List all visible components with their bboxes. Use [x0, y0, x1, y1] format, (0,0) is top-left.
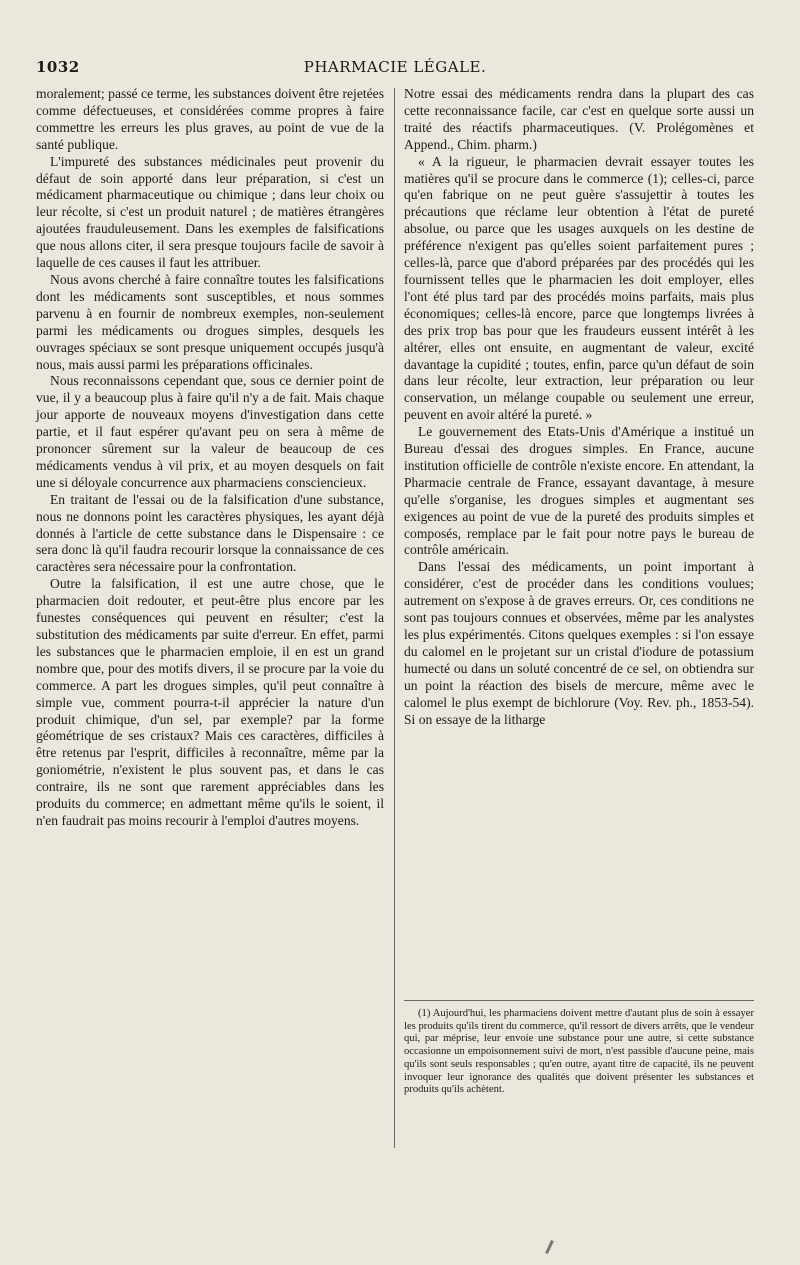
paragraph: Le gouvernement des Etats-Unis d'Amérique a institué un Bureau d'essai des drogues simples. En France, aucune institution officielle de contrôle n'existe encore. En attendant, la Pharmacie centrale de France, essayant davantage, à mesure qu'elle s'organise, les drogues simples et augmentant ses exigences au point de vue de la pureté des produits simples et composés, remplace par le fait pour notre pays le bureau de contrôle américain. [404, 424, 754, 558]
paragraph: Notre essai des médicaments rendra dans la plupart des cas cette reconnaissance facile, car c'est en quelque sorte aussi un traité des réactifs pharmaceutiques. (V. Prolégomènes et Append., Chim. pharm.) [404, 86, 754, 152]
running-title: PHARMACIE LÉGALE. [303, 58, 487, 76]
paragraph: Nous avons cherché à faire connaître toutes les falsifications dont les médicaments sont susceptibles, et nous sommes parvenu à en fournir de nombreux exemples, non-seulement parmi les médicaments ou drogues simples, desquels les ouvrages spéciaux se sont presque uniquement occupés jusqu'à nous, mais aussi parmi les préparations officinales. [36, 271, 384, 372]
page-number: 1032 [36, 58, 80, 76]
right-column [404, 86, 754, 728]
left-column [36, 86, 384, 830]
paragraph: En traitant de l'essai ou de la falsification d'une substance, nous ne donnons point les caractères physiques, les ayant déjà donnés à l'article de cette substance dans le Dispensaire : ce sera donc là qu'il faudra recourir lorsque la connaissance de ces caractères sera nécessaire pour la confrontation. [36, 491, 384, 575]
paragraph: Outre la falsification, il est une autre chose, que le pharmacien doit redouter, et peut-être plus encore par les funestes conséquences qui peuvent en résulter; c'est la substitution des médicaments par suite d'erreur. En effet, parmi les substances que le pharmacien emploie, il en est un grand nombre que, pour des motifs divers, il se procure par la voie du commerce. A part les drogues simples, qu'il peut connaître à simple vue, comment pourra-t-il apprécier la nature d'un produit chimique, d'un sel, par exemple? par la forme géométrique de ses cristaux? Mais ces caractères, difficiles à être retenus par l'esprit, difficiles à reconnaître, même par la goniométrie, n'existent le plus souvent pas, et dans le cas contraire, ils ne sont que rarement appréciables dans les produits du commerce; en admettant même qu'ils le soient, il n'en faudrait pas moins recourir à l'emploi d'autres moyens. [36, 576, 384, 828]
footnote-rule [404, 1000, 754, 1001]
paragraph: Nous reconnaissons cependant que, sous ce dernier point de vue, il y a beaucoup plus à faire qu'il n'y a de fait. Mais chaque jour apporte de nouveaux moyens d'investigation dans cette partie, et il faut espérer qu'avant peu on sera à même de prononcer sûrement sur la valeur de beaucoup de ces médicaments vendus à vil prix, et au moyen desquels on fait une si déloyale concurrence aux pharmaciens consciencieux. [36, 373, 384, 490]
ink-mark [545, 1240, 554, 1254]
paragraph: moralement; passé ce terme, les substances doivent être rejetées comme défectueuses, et considérées comme propres à faire commettre les erreurs les plus graves, au point de vue de la santé publique. [36, 86, 384, 152]
paragraph: Dans l'essai des médicaments, un point important à considérer, c'est de procéder dans les conditions voulues; autrement on s'expose à de graves erreurs. Or, ces conditions ne sont pas toujours connues et observées, même par les analystes les plus expérimentés. Citons quelques exemples : si l'on essaye du calomel en le projetant sur un cristal d'iodure de potassium humecté ou dans un soluté concentré de ce sel, on obtiendra sur un point la réaction des bisels de mercure, même avec le calomel le plus exempt de bichlorure (Voy. Rev. ph., 1853-54). Si on essaye de la litharge [404, 559, 754, 727]
footnote-text: (1) Aujourd'hui, les pharmaciens doivent mettre d'autant plus de soin à essayer les produits qu'ils tirent du commerce, qu'il ressort de divers arrêts, que le vendeur qui, par méprise, leur envoie une substance pour une autre, si cette substance occasionne un empoisonnement suivi de mort, n'est passible d'aucune peine, mais qu'ils sont seuls responsables ; qu'en outre, ayant titre de capacité, ils ne peuvent invoquer leur ignorance des qualités que doivent présenter les substances et produits qu'ils achètent. [404, 1008, 754, 1096]
paragraph: L'impureté des substances médicinales peut provenir du défaut de soin apporté dans leur préparation, si c'est un médicament pharmaceutique ou chimique ; dans leur choix ou leur récolte, si c'est un produit naturel ; de matières étrangères ajoutées frauduleusement. Dans les exemples de falsifications que nous allons citer, il sera presque toujours facile de savoir à laquelle de ces causes il faut les attribuer. [36, 153, 384, 271]
footnote [404, 1008, 754, 1097]
column-divider [394, 88, 395, 1148]
running-header [36, 58, 754, 82]
paragraph: « A la rigueur, le pharmacien devrait essayer toutes les matières qu'il se procure dans le commerce (1); celles-ci, parce qu'en fabrique on ne peut guère s'assujettir à toutes les précautions que réclame leur obtention à l'état de pureté absolue, ou parce que les usages auxquels on les destine de préférence n'exigent pas qu'elles soient parfaitement pures ; celles-là, parce que d'abord préparées par des procédés qui les fournissent telles que le pharmacien les doit employer, elles l'ont été plus tard par des procédés moins parfaits, mais plus économiques; celles-là encore, parce que longtemps livrées à des prix trop bas pour que les fraudeurs eussent intérêt à les altérer, elles ont ensuite, en augmentant de valeur, excité davantage la cupidité ; toutes, enfin, parce qu'un défaut de soin dans leur récolte, leur extraction, leur préparation ou leur conservation, un mélange coupable ou seulement une erreur, peuvent en avoir altéré la pureté. » [404, 153, 754, 423]
